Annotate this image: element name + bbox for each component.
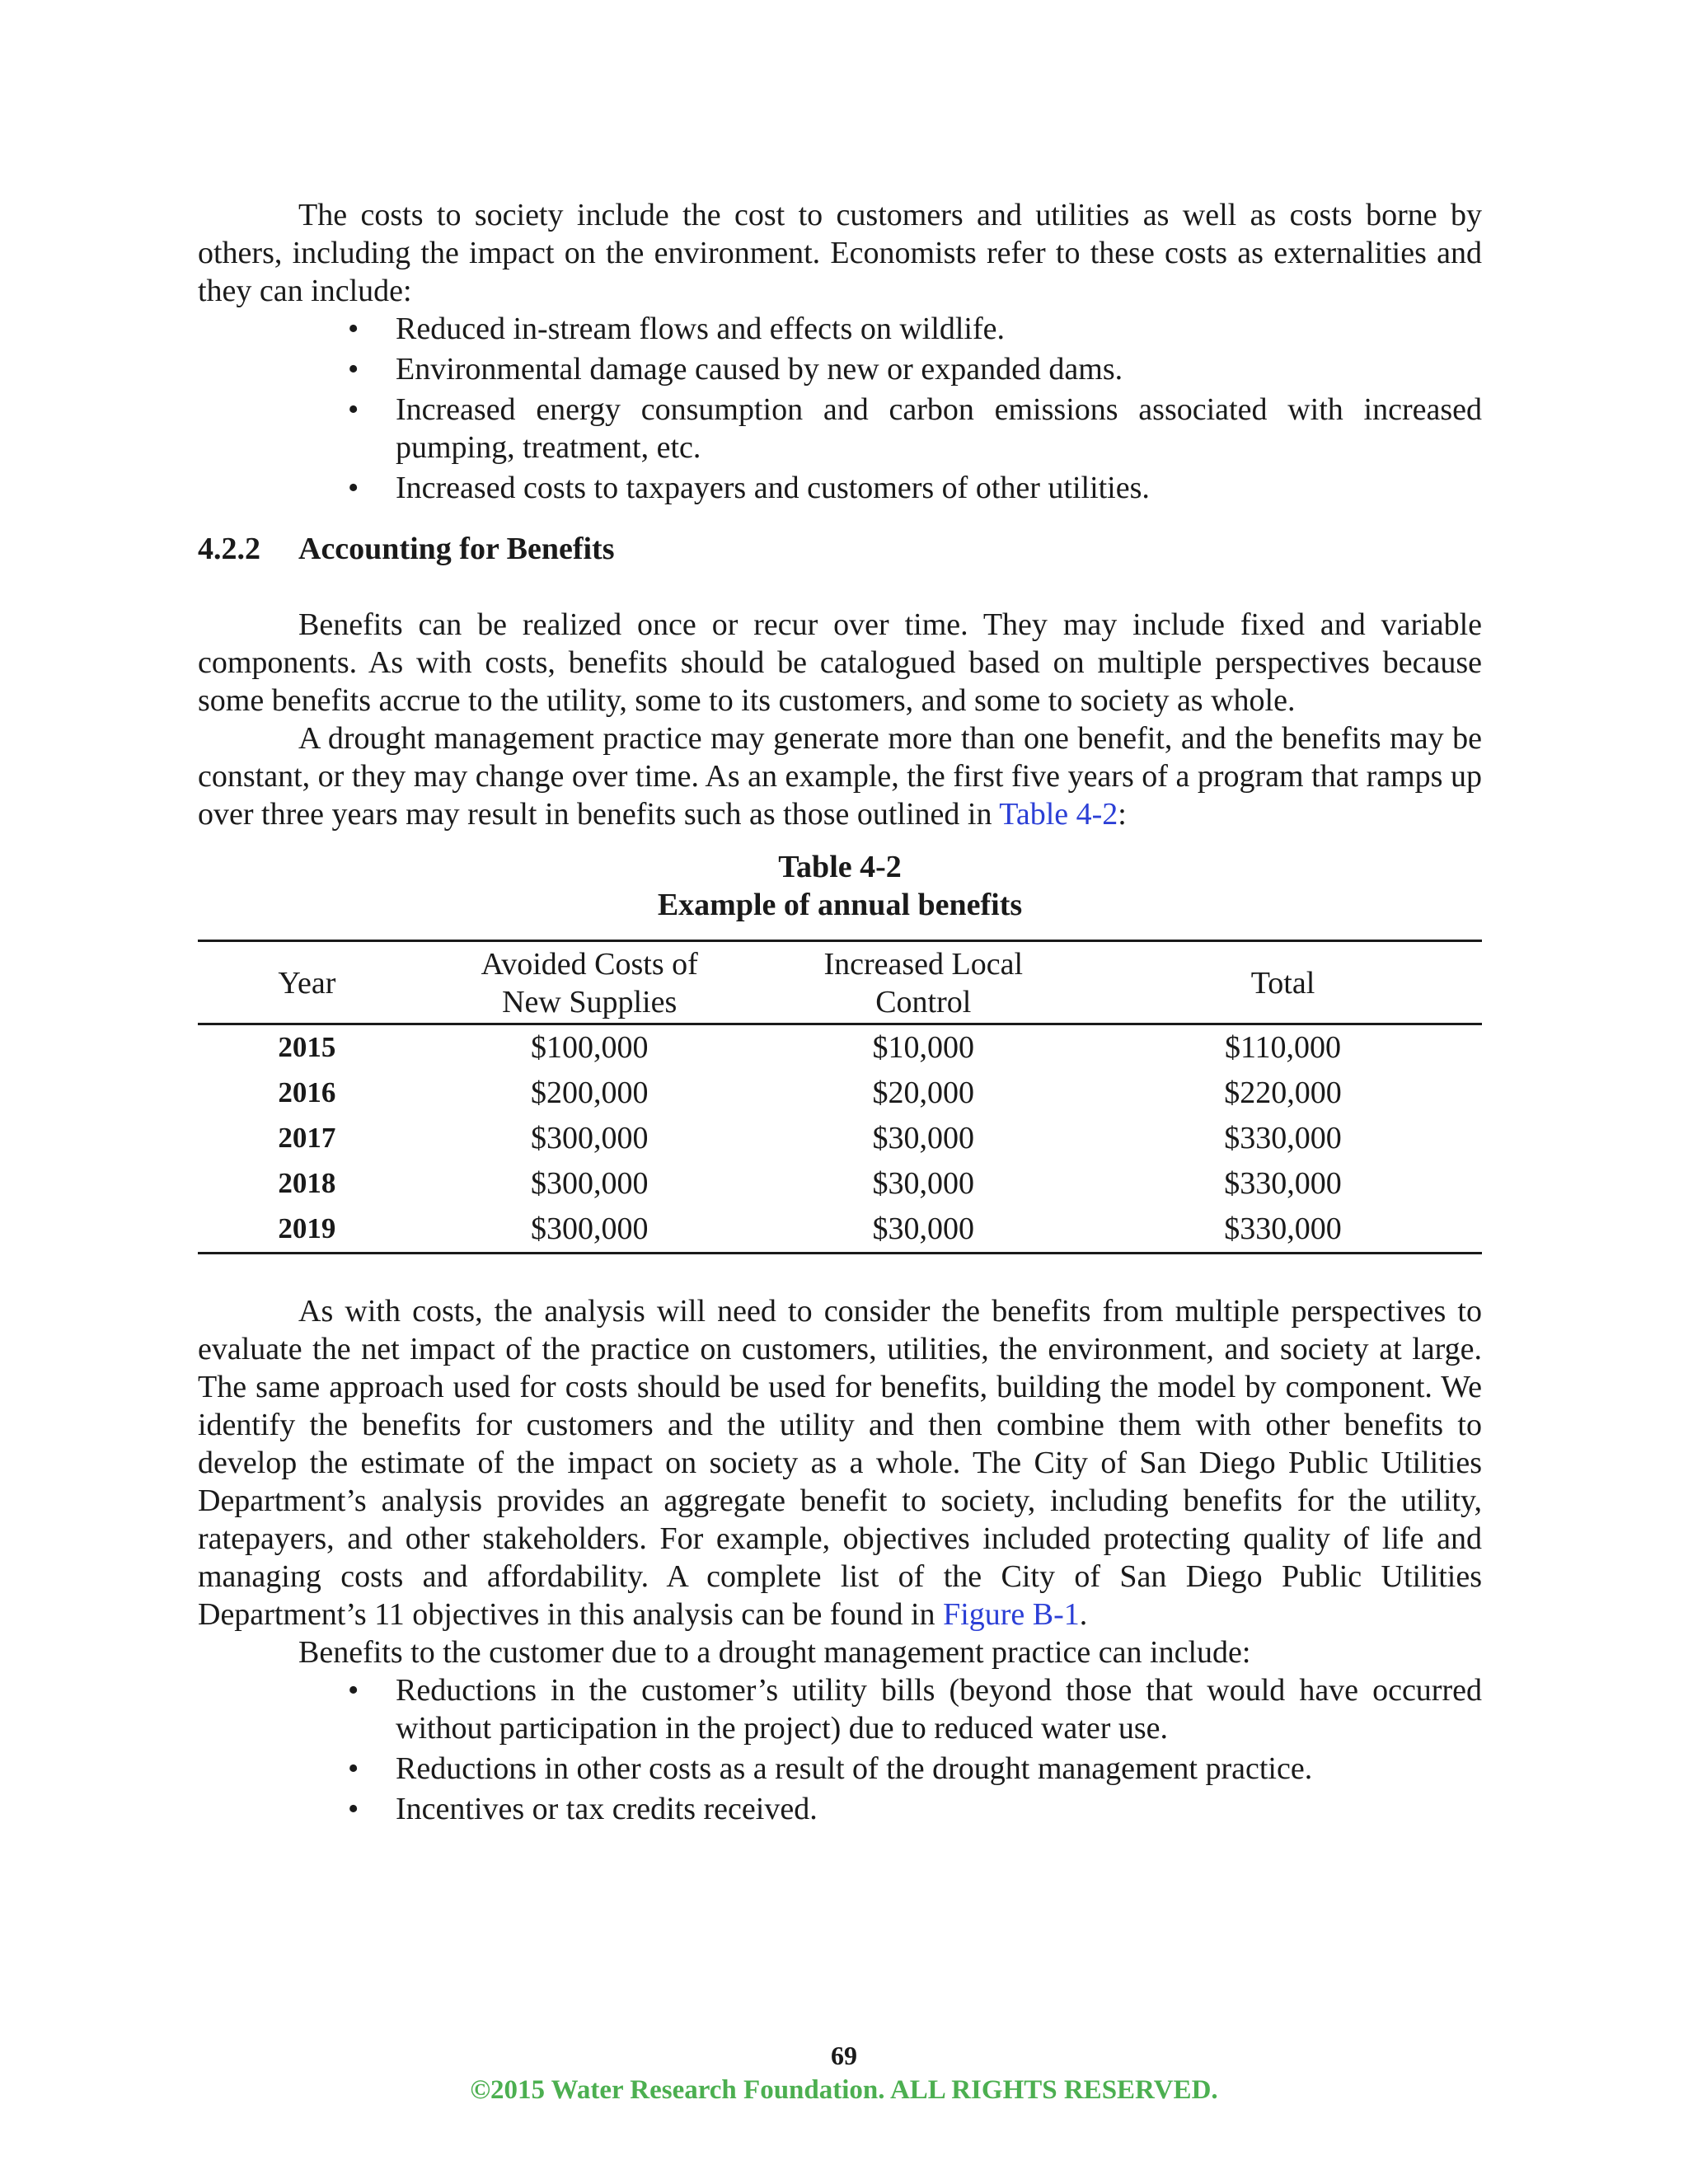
list-item: • Reductions in other costs as a result of the drought management practice. xyxy=(396,1750,1482,1788)
cell-local: $30,000 xyxy=(872,1121,975,1155)
table-row xyxy=(198,1116,1482,1161)
cell-local: $10,000 xyxy=(872,1030,975,1065)
header-local-line1: Increased Local xyxy=(823,947,1024,982)
externalities-list xyxy=(198,310,1482,507)
table-row xyxy=(198,1207,1482,1254)
page-number: 69 xyxy=(831,2041,857,2070)
table-caption-number: Table 4-2 xyxy=(778,850,902,884)
cell-avoided: $300,000 xyxy=(530,1166,649,1201)
analysis-paragraph xyxy=(198,1292,1482,1633)
list-item: • Reductions in the customer’s utility bills (beyond those that would have occurred without participation in the project) due to reduced water use. xyxy=(396,1671,1482,1747)
intro-paragraph: The costs to society include the cost to customers and utilities as well as costs borne by others, including the impact on the environment. Economists refer to these costs as externalities and they can include: xyxy=(198,198,1482,308)
list-item: • Incentives or tax credits received. xyxy=(396,1790,1482,1828)
cell-year: 2017 xyxy=(278,1122,336,1154)
copyright-notice: ©2015 Water Research Foundation. ALL RIGHTS RESERVED. xyxy=(470,2075,1218,2105)
list-item: • Increased energy consumption and carbon emissions associated with increased pumping, treatment, etc. xyxy=(396,391,1482,466)
table-row xyxy=(198,1161,1482,1207)
table-4-2-link[interactable]: Table 4-2 xyxy=(999,797,1118,832)
header-total: Total xyxy=(1084,941,1482,1024)
cell-avoided: $200,000 xyxy=(530,1076,649,1110)
section-number: 4.2.2 xyxy=(198,532,260,566)
cell-year: 2016 xyxy=(278,1076,336,1108)
table-header-row xyxy=(198,941,1482,1024)
cell-avoided: $300,000 xyxy=(530,1212,649,1246)
cell-local: $30,000 xyxy=(872,1212,975,1246)
header-local-line2: Control xyxy=(875,985,972,1019)
cell-avoided: $100,000 xyxy=(530,1030,649,1065)
section-title: Accounting for Benefits xyxy=(298,532,615,566)
list-item: • Increased costs to taxpayers and customers of other utilities. xyxy=(396,469,1482,507)
table-caption xyxy=(198,848,1482,924)
header-local-control xyxy=(763,941,1085,1024)
table-caption-title: Example of annual benefits xyxy=(657,888,1023,922)
cell-total: $220,000 xyxy=(1224,1076,1342,1110)
header-year: Year xyxy=(198,941,416,1024)
benefits-paragraph-1: Benefits can be realized once or recur over time. They may include fixed and variable components. As with costs, benefits should be catalogued based on multiple perspectives because some benefits accrue to the utility, some to its customers, and some to society as whole. xyxy=(198,607,1482,718)
header-avoided-line2: New Supplies xyxy=(502,985,678,1019)
list-item: • Reduced in-stream flows and effects on wildlife. xyxy=(396,310,1482,348)
benefits-paragraph-2 xyxy=(198,719,1482,833)
cell-year: 2018 xyxy=(278,1167,336,1199)
cell-total: $330,000 xyxy=(1224,1166,1342,1201)
document-page xyxy=(198,196,1482,1830)
benefits-table xyxy=(198,940,1482,1254)
header-avoided-costs xyxy=(416,941,763,1024)
section-heading xyxy=(198,530,1482,568)
table-row xyxy=(198,1024,1482,1071)
cell-total: $110,000 xyxy=(1224,1030,1342,1065)
customer-benefits-list xyxy=(198,1671,1482,1828)
cell-avoided: $300,000 xyxy=(530,1121,649,1155)
cell-total: $330,000 xyxy=(1224,1212,1342,1246)
cell-total: $330,000 xyxy=(1224,1121,1342,1155)
cell-local: $20,000 xyxy=(872,1076,975,1110)
benefits-paragraph-2-suffix: : xyxy=(1118,797,1127,832)
benefits-paragraph-2-text: A drought management practice may generate more than one benefit, and the benefits may be constant, or they may change over time. As an example, the first five years of a program that ramps up over three years may result in benefits such as those outlined in xyxy=(198,721,1482,832)
figure-b-1-link[interactable]: Figure B-1 xyxy=(943,1597,1080,1632)
analysis-paragraph-text: As with costs, the analysis will need to consider the benefits from multiple perspectives to evaluate the net impact of the practice on customers, utilities, the environment, and society at large. The same approach used for costs should be used for benefits, building the model by component. We identify the benefits for customers and the utility and then combine them with other benefits to develop the estimate of the impact on society as a whole. The City of San Diego Public Utilities Department’s analysis provides an aggregate benefit to society, including benefits for the utility, ratepayers, and other stakeholders. For example, objectives included protecting quality of life and managing costs and affordability. A complete list of the City of San Diego Public Utilities Department’s 11 objectives in this analysis can be found in xyxy=(198,1294,1482,1632)
cell-year: 2019 xyxy=(278,1212,336,1244)
table-row xyxy=(198,1071,1482,1116)
list-item: • Environmental damage caused by new or expanded dams. xyxy=(396,350,1482,388)
cell-year: 2015 xyxy=(278,1031,336,1063)
cell-local: $30,000 xyxy=(872,1166,975,1201)
analysis-paragraph-suffix: . xyxy=(1079,1597,1088,1632)
header-avoided-line1: Avoided Costs of xyxy=(481,947,698,982)
customer-benefits-intro: Benefits to the customer due to a drought management practice can include: xyxy=(298,1635,1251,1670)
